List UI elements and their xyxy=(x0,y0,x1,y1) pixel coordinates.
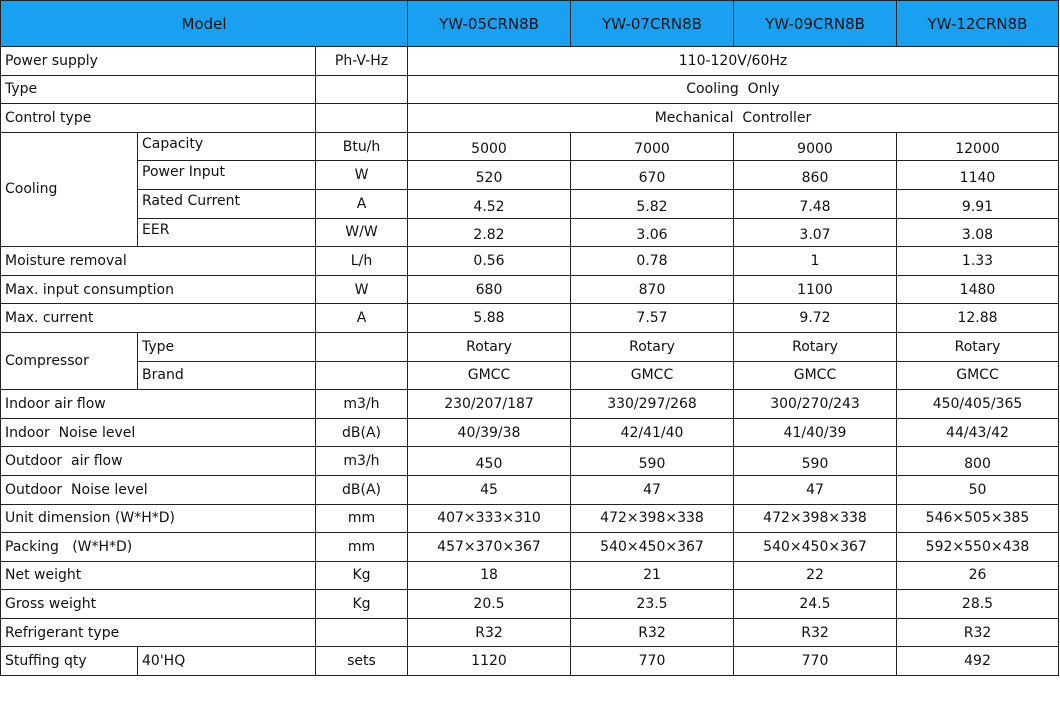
row-label: Type xyxy=(1,75,316,104)
table-row xyxy=(1,475,1059,504)
sub-label: Rated Current xyxy=(138,189,316,218)
row-unit: A xyxy=(316,189,408,218)
model-name: YW-05CRN8B xyxy=(408,1,571,47)
cell-value: 300/270/243 xyxy=(734,390,897,419)
cell-value: 50 xyxy=(897,475,1059,504)
cell-value: 230/207/187 xyxy=(408,390,571,419)
cell-value: Rotary xyxy=(734,332,897,361)
cell-value: 20.5 xyxy=(408,590,571,619)
cell-value: 26 xyxy=(897,561,1059,590)
table-row xyxy=(1,418,1059,447)
table-row xyxy=(1,361,1059,390)
row-unit: m3/h xyxy=(316,447,408,476)
table-row xyxy=(1,104,1059,133)
sub-label: 40'HQ xyxy=(138,647,316,676)
cell-value: 5.88 xyxy=(408,304,571,333)
cell-value: 1120 xyxy=(408,647,571,676)
table-row xyxy=(1,161,1059,190)
cell-value: 520 xyxy=(408,161,571,190)
cell-value: 860 xyxy=(734,161,897,190)
cell-value: 1100 xyxy=(734,275,897,304)
row-label: Stuffing qty xyxy=(1,647,138,676)
group-label: Compressor xyxy=(1,332,138,389)
cell-value: 680 xyxy=(408,275,571,304)
cell-value: 472×398×338 xyxy=(571,504,734,533)
sub-label: Power Input xyxy=(138,161,316,190)
cell-value: 1.33 xyxy=(897,247,1059,276)
cell-value: 9000 xyxy=(734,132,897,161)
row-unit: Ph-V-Hz xyxy=(316,47,408,76)
row-label: Indoor air flow xyxy=(1,390,316,419)
row-unit: Kg xyxy=(316,590,408,619)
table-row xyxy=(1,561,1059,590)
row-label: Max. input consumption xyxy=(1,275,316,304)
cell-value: 1140 xyxy=(897,161,1059,190)
cell-value: GMCC xyxy=(897,361,1059,390)
row-label: Unit dimension (W*H*D) xyxy=(1,504,316,533)
cell-value: R32 xyxy=(571,618,734,647)
header-row xyxy=(1,1,1059,47)
row-unit: dB(A) xyxy=(316,475,408,504)
cell-value: 0.56 xyxy=(408,247,571,276)
cell-value: 41/40/39 xyxy=(734,418,897,447)
cell-value: R32 xyxy=(897,618,1059,647)
row-label: Net weight xyxy=(1,561,316,590)
cell-value: 22 xyxy=(734,561,897,590)
cell-value: 12.88 xyxy=(897,304,1059,333)
table-row xyxy=(1,218,1059,247)
row-unit: Btu/h xyxy=(316,132,408,161)
cell-value: 9.72 xyxy=(734,304,897,333)
cell-value: 7.48 xyxy=(734,189,897,218)
cell-value: R32 xyxy=(408,618,571,647)
row-unit: A xyxy=(316,304,408,333)
cell-value: 592×550×438 xyxy=(897,533,1059,562)
table-row xyxy=(1,647,1059,676)
row-unit: dB(A) xyxy=(316,418,408,447)
row-unit: Kg xyxy=(316,561,408,590)
row-value: 110-120V/60Hz xyxy=(408,47,1059,76)
row-unit: L/h xyxy=(316,247,408,276)
row-unit xyxy=(316,332,408,361)
row-unit: m3/h xyxy=(316,390,408,419)
cell-value: 23.5 xyxy=(571,590,734,619)
cell-value: 45 xyxy=(408,475,571,504)
row-label: Control type xyxy=(1,104,316,133)
cell-value: Rotary xyxy=(408,332,571,361)
cell-value: 5.82 xyxy=(571,189,734,218)
cell-value: 18 xyxy=(408,561,571,590)
cell-value: 546×505×385 xyxy=(897,504,1059,533)
cell-value: 492 xyxy=(897,647,1059,676)
group-label: Cooling xyxy=(1,132,138,246)
cell-value: 1 xyxy=(734,247,897,276)
cell-value: Rotary xyxy=(897,332,1059,361)
table-row xyxy=(1,533,1059,562)
cell-value: 4.52 xyxy=(408,189,571,218)
cell-value: 3.06 xyxy=(571,218,734,247)
cell-value: 2.82 xyxy=(408,218,571,247)
cell-value: R32 xyxy=(734,618,897,647)
cell-value: 3.08 xyxy=(897,218,1059,247)
row-unit: mm xyxy=(316,504,408,533)
table-row xyxy=(1,275,1059,304)
row-label: Packing (W*H*D) xyxy=(1,533,316,562)
model-header: Model xyxy=(1,1,408,47)
row-label: Outdoor air flow xyxy=(1,447,316,476)
cell-value: 42/41/40 xyxy=(571,418,734,447)
table-row xyxy=(1,390,1059,419)
cell-value: 5000 xyxy=(408,132,571,161)
row-value: Cooling Only xyxy=(408,75,1059,104)
row-unit xyxy=(316,361,408,390)
cell-value: GMCC xyxy=(571,361,734,390)
cell-value: 450/405/365 xyxy=(897,390,1059,419)
cell-value: 12000 xyxy=(897,132,1059,161)
cell-value: 457×370×367 xyxy=(408,533,571,562)
table-row xyxy=(1,332,1059,361)
model-name: YW-09CRN8B xyxy=(734,1,897,47)
cell-value: 7000 xyxy=(571,132,734,161)
table-row xyxy=(1,590,1059,619)
row-unit: W xyxy=(316,161,408,190)
sub-label: Type xyxy=(138,332,316,361)
sub-label: Brand xyxy=(138,361,316,390)
row-label: Max. current xyxy=(1,304,316,333)
cell-value: 590 xyxy=(571,447,734,476)
row-label: Outdoor Noise level xyxy=(1,475,316,504)
table-row xyxy=(1,504,1059,533)
table-row xyxy=(1,47,1059,76)
table-row xyxy=(1,247,1059,276)
cell-value: 870 xyxy=(571,275,734,304)
cell-value: GMCC xyxy=(734,361,897,390)
sub-label: Capacity xyxy=(138,132,316,161)
row-unit xyxy=(316,75,408,104)
table-row xyxy=(1,447,1059,476)
cell-value: 800 xyxy=(897,447,1059,476)
cell-value: 9.91 xyxy=(897,189,1059,218)
row-unit: mm xyxy=(316,533,408,562)
sub-label: EER xyxy=(138,218,316,247)
cell-value: 24.5 xyxy=(734,590,897,619)
model-name: YW-07CRN8B xyxy=(571,1,734,47)
cell-value: 3.07 xyxy=(734,218,897,247)
row-label: Indoor Noise level xyxy=(1,418,316,447)
cell-value: 770 xyxy=(734,647,897,676)
table-row xyxy=(1,75,1059,104)
cell-value: 1480 xyxy=(897,275,1059,304)
table-row xyxy=(1,618,1059,647)
cell-value: 0.78 xyxy=(571,247,734,276)
cell-value: 590 xyxy=(734,447,897,476)
cell-value: 47 xyxy=(571,475,734,504)
cell-value: 770 xyxy=(571,647,734,676)
cell-value: 44/43/42 xyxy=(897,418,1059,447)
cell-value: 450 xyxy=(408,447,571,476)
cell-value: 540×450×367 xyxy=(571,533,734,562)
cell-value: Rotary xyxy=(571,332,734,361)
row-unit: sets xyxy=(316,647,408,676)
model-name: YW-12CRN8B xyxy=(897,1,1059,47)
cell-value: 330/297/268 xyxy=(571,390,734,419)
row-label: Moisture removal xyxy=(1,247,316,276)
table-row xyxy=(1,304,1059,333)
row-label: Gross weight xyxy=(1,590,316,619)
cell-value: 670 xyxy=(571,161,734,190)
cell-value: 28.5 xyxy=(897,590,1059,619)
cell-value: GMCC xyxy=(408,361,571,390)
row-unit xyxy=(316,104,408,133)
table-row xyxy=(1,132,1059,161)
table-row xyxy=(1,189,1059,218)
row-unit: W/W xyxy=(316,218,408,247)
row-label: Power supply xyxy=(1,47,316,76)
row-label: Refrigerant type xyxy=(1,618,316,647)
cell-value: 407×333×310 xyxy=(408,504,571,533)
cell-value: 7.57 xyxy=(571,304,734,333)
row-unit xyxy=(316,618,408,647)
cell-value: 40/39/38 xyxy=(408,418,571,447)
cell-value: 540×450×367 xyxy=(734,533,897,562)
cell-value: 47 xyxy=(734,475,897,504)
row-unit: W xyxy=(316,275,408,304)
cell-value: 472×398×338 xyxy=(734,504,897,533)
cell-value: 21 xyxy=(571,561,734,590)
row-value: Mechanical Controller xyxy=(408,104,1059,133)
